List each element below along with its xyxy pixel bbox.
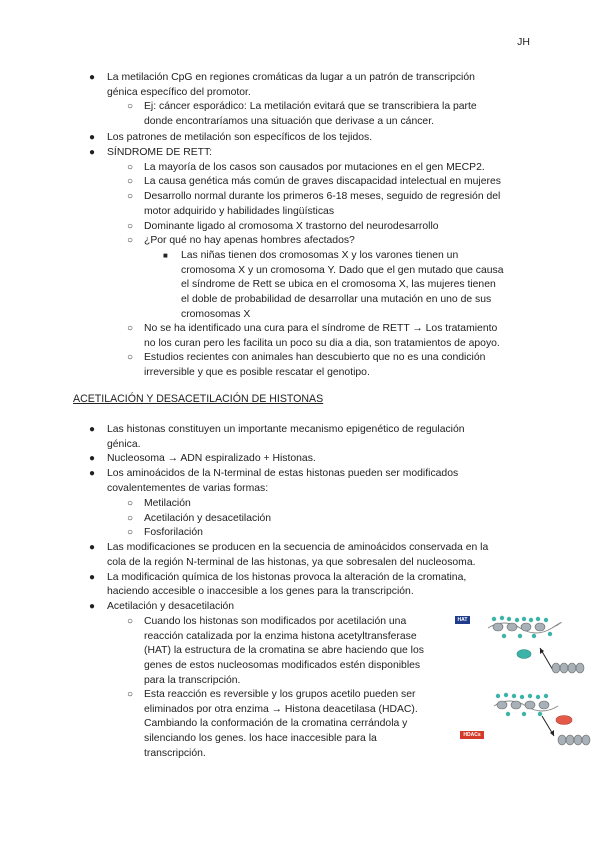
text-line: La metilación CpG en regiones cromáticas da lugar a un patrón de transcripción xyxy=(107,72,475,83)
text-line: Ej: cáncer esporádico: La metilación evitará que se transcribiera la parte xyxy=(144,101,477,112)
hdac-label: HDACs xyxy=(460,731,484,739)
text-line: para la transcripción. xyxy=(144,675,241,686)
text-line: Dominante ligado al cromosoma X trastorno del neurodesarrollo xyxy=(144,221,439,232)
text-line: Nucleosoma → ADN espiralizado + Histonas. xyxy=(107,453,316,464)
bullet-disc: ● xyxy=(89,453,96,464)
bullet-disc: ● xyxy=(89,601,96,612)
text-line: La modificación química de los histonas provoca la alteración de la cromatina, xyxy=(107,572,467,583)
bullet-circle: ○ xyxy=(127,162,134,173)
text-line: Acetilación y desacetilación xyxy=(107,601,235,612)
bullet-disc: ● xyxy=(89,72,96,83)
text-line: Las modificaciones se producen en la secuencia de aminoácidos conservada en la xyxy=(107,542,489,553)
text-line: no los curan pero les facilita un poco su dia a dia, son tratamientos de apoyo. xyxy=(144,338,500,349)
bullet-circle: ○ xyxy=(127,498,134,509)
text-line: genes de estos nucleosomas modificados estén disponibles xyxy=(144,660,421,671)
closed-chromatin-bottom xyxy=(558,735,590,745)
bullet-disc: ● xyxy=(89,147,96,158)
bullet-disc: ● xyxy=(89,132,96,143)
text-line: La mayoría de los casos son causados por mutaciones en el gen MECP2. xyxy=(144,162,485,173)
bullet-circle: ○ xyxy=(127,352,134,363)
text-line: transcripción. xyxy=(144,748,206,759)
text-line: génica específico del promotor. xyxy=(107,87,251,98)
bullet-circle: ○ xyxy=(127,101,134,112)
text-line: haciendo accesible o inaccesible a los genes para la transcripción. xyxy=(107,586,414,597)
text-line: silenciando los genes. los hace inaccesible para la xyxy=(144,733,377,744)
text-line: Cambiando la conformación de la cromatina cerrándola y xyxy=(144,718,408,729)
text-line: Los aminoácidos de la N-terminal de estas histonas pueden ser modificados xyxy=(107,468,459,479)
nucleosome-diagram xyxy=(484,608,600,768)
text-line: Fosforilación xyxy=(144,527,203,538)
text-line: Estudios recientes con animales han descubierto que no es una condición xyxy=(144,352,486,363)
text-line: SÍNDROME DE RETT: xyxy=(107,147,213,158)
bullet-circle: ○ xyxy=(127,616,134,627)
text-line: el síndrome de Rett se ubica en el cromosoma X, las mujeres tienen xyxy=(181,279,496,290)
text-line: (HAT) la estructura de la cromatina se abre haciendo que los xyxy=(144,645,424,656)
text-line: La causa genética más común de graves discapacidad intelectual en mujeres xyxy=(144,176,501,187)
hat-enzyme-icon xyxy=(517,650,531,659)
bullet-circle: ○ xyxy=(127,689,134,700)
bullet-disc: ● xyxy=(89,572,96,583)
text-line: ¿Por qué no hay apenas hombres afectados? xyxy=(144,235,355,246)
bullet-circle: ○ xyxy=(127,191,134,202)
bullet-circle: ○ xyxy=(127,323,134,334)
text-line: Esta reacción es reversible y los grupos acetilo pueden ser xyxy=(144,689,416,700)
text-line: Las histonas constituyen un importante mecanismo epigenético de regulación xyxy=(107,424,465,435)
bullet-disc: ● xyxy=(89,468,96,479)
bullet-circle: ○ xyxy=(127,235,134,246)
bullet-circle: ○ xyxy=(127,176,134,187)
text-line: No se ha identificado una cura para el síndrome de RETT → Los tratamiento xyxy=(144,323,498,334)
hat-label: HAT xyxy=(455,616,470,624)
bullet-circle: ○ xyxy=(127,221,134,232)
text-line: el doble de probabilidad de desarrollar una mutación en uno de sus xyxy=(181,294,492,305)
text-line: reacción catalizada por la enzima histona acetyltransferase xyxy=(144,631,417,642)
text-line: cola de la región N-terminal de las histonas, ya que sobresalen del nucleosoma. xyxy=(107,557,476,568)
open-chromatin-bottom xyxy=(494,693,558,716)
bullet-square: ■ xyxy=(163,251,168,260)
text-line: eliminados por otra enzima → Histona deacetilasa (HDAC). xyxy=(144,704,418,715)
text-line: cromosoma X y un cromosoma Y. Dado que el gen mutado que causa xyxy=(181,265,504,276)
bullet-circle: ○ xyxy=(127,527,134,538)
text-line: Desarrollo normal durante los primeros 6-18 meses, seguido de regresión del xyxy=(144,191,501,202)
text-line: Cuando los histonas son modificados por acetilación una xyxy=(144,616,407,627)
hdac-enzyme-icon xyxy=(556,716,572,725)
bullet-disc: ● xyxy=(89,542,96,553)
text-line: génica. xyxy=(107,439,141,450)
bullet-disc: ● xyxy=(89,424,96,435)
text-line: cromosomas X xyxy=(181,309,251,320)
text-line: covalentementes de varias formas: xyxy=(107,483,269,494)
author-initials: JH xyxy=(517,36,530,48)
text-line: motor adquirido y habilidades lingüísticas xyxy=(144,206,335,217)
text-line: Metilación xyxy=(144,498,191,509)
text-line: donde encontraríamos una situación que derivase a un cáncer. xyxy=(144,116,434,127)
open-chromatin-top xyxy=(488,616,561,638)
section-heading-histones: ACETILACIÓN Y DESACETILACIÓN DE HISTONAS xyxy=(73,393,324,405)
text-line: Las niñas tienen dos cromosomas X y los varones tienen un xyxy=(181,250,459,261)
bullet-circle: ○ xyxy=(127,513,134,524)
text-line: Los patrones de metilación son específicos de los tejidos. xyxy=(107,132,373,143)
closed-chromatin-middle xyxy=(552,663,584,673)
text-line: irreversible y que es posible rescatar el genotipo. xyxy=(144,367,370,378)
text-line: Acetilación y desacetilación xyxy=(144,513,272,524)
